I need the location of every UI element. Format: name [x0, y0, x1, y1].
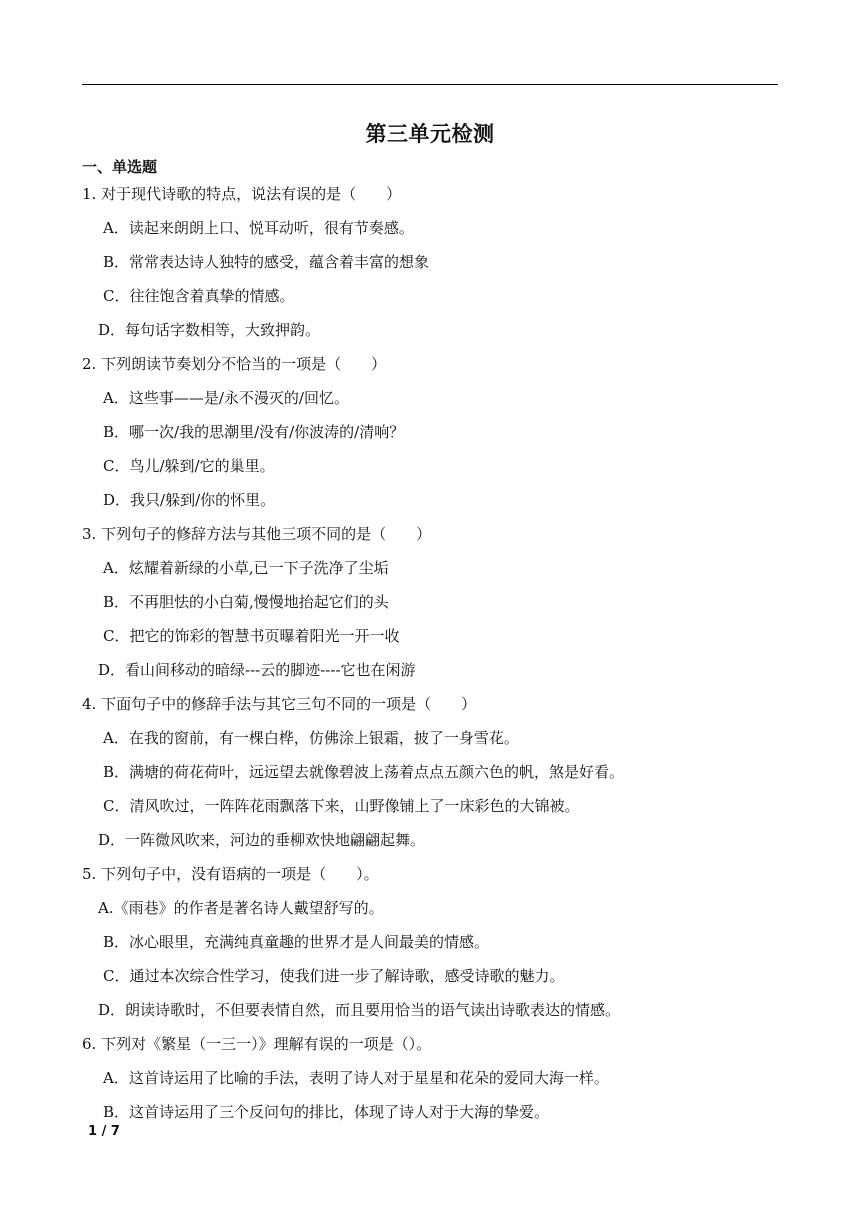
question-option: A．炫耀着新绿的小草,已一下子洗净了尘垢 [103, 559, 389, 577]
question-stem: 6. 下列对《繁星（一三一）》理解有误的一项是（）。 [82, 1035, 432, 1053]
question-option: D．一阵微风吹来，河边的垂柳欢快地翩翩起舞。 [98, 831, 426, 849]
question-option: D．每句话字数相等，大致押韵。 [98, 321, 321, 339]
question-option: B．不再胆怯的小白菊,慢慢地抬起它们的头 [103, 593, 389, 611]
question-option: C．清风吹过，一阵阵花雨飘落下来，山野像铺上了一床彩色的大锦被。 [103, 797, 580, 815]
questions-list [82, 183, 782, 1135]
question-option: A．读起来朗朗上口、悦耳动听，很有节奏感。 [103, 219, 414, 237]
question-option: C．把它的饰彩的智慧书页曝着阳光一开一收 [103, 627, 400, 645]
page-number: 1 / 7 [88, 1124, 120, 1139]
question-stem: 2. 下列朗读节奏划分不恰当的一项是（ ） [82, 355, 387, 373]
question-option: B．哪一次/我的思潮里/没有/你波涛的/清响？ [103, 423, 405, 441]
question-stem: 1. 对于现代诗歌的特点，说法有误的是（ ） [82, 185, 402, 203]
question-option: B．常常表达诗人独特的感受，蕴含着丰富的想象 [103, 253, 430, 271]
question-option: C．通过本次综合性学习，使我们进一步了解诗歌，感受诗歌的魅力。 [103, 967, 565, 985]
header-rule [82, 84, 778, 85]
question-option: D．看山间移动的暗绿---云的脚迹----它也在闲游 [98, 661, 416, 679]
question-option: B．满塘的荷花荷叶，远远望去就像碧波上荡着点点五颜六色的帆，煞是好看。 [103, 763, 625, 781]
question-option: C．鸟儿/躲到/它的巢里。 [103, 457, 275, 475]
question-option: B．冰心眼里，充满纯真童趣的世界才是人间最美的情感。 [103, 933, 490, 951]
question-option: C．往往饱含着真挚的情感。 [103, 287, 295, 305]
question-stem: 5. 下列句子中，没有语病的一项是（ ）。 [82, 865, 379, 883]
question-stem: 3. 下列句子的修辞方法与其他三项不同的是（ ） [82, 525, 432, 543]
question-option: A.《雨巷》的作者是著名诗人戴望舒写的。 [98, 899, 384, 917]
question-option: D．我只/躲到/你的怀里。 [103, 491, 276, 509]
section-heading: 一、单选题 [82, 158, 158, 176]
question-option: A．这首诗运用了比喻的手法，表明了诗人对于星星和花朵的爱同大海一样。 [103, 1069, 609, 1087]
question-stem: 4. 下面句子中的修辞手法与其它三句不同的一项是（ ） [82, 695, 477, 713]
page-title: 第三单元检测 [365, 122, 495, 146]
question-option: B．这首诗运用了三个反问句的排比，体现了诗人对于大海的挚爱。 [103, 1103, 550, 1121]
question-option: A．这些事——是/永不漫灭的/回忆。 [103, 389, 349, 407]
question-option: D．朗读诗歌时，不但要表情自然，而且要用恰当的语气读出诗歌表达的情感。 [98, 1001, 621, 1019]
question-option: A．在我的窗前，有一棵白桦，仿佛涂上银霜，披了一身雪花。 [103, 729, 519, 747]
